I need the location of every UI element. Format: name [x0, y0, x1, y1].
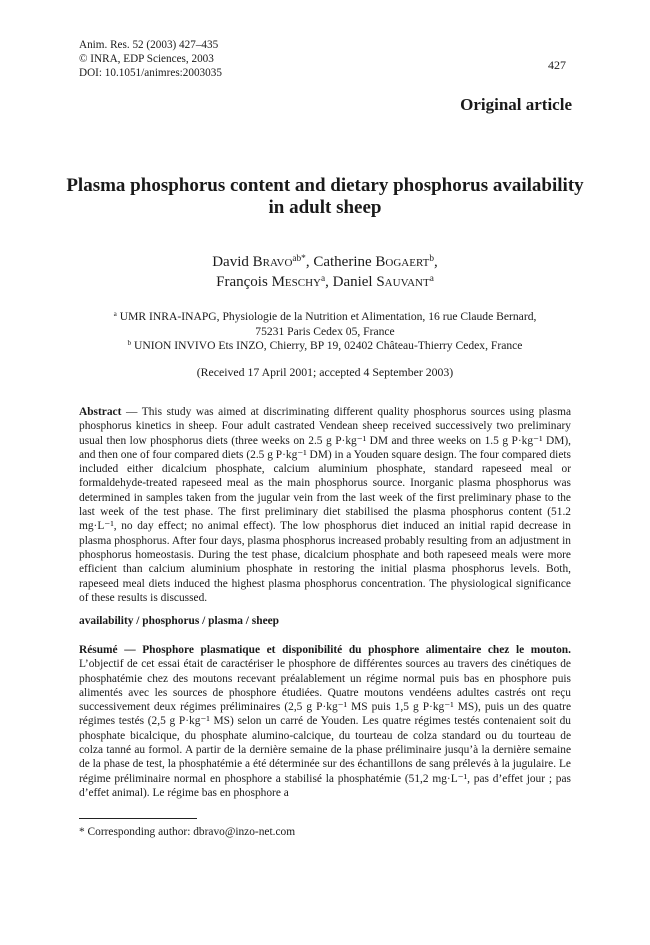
paper-title: Plasma phosphorus content and dietary phosphorus availability in adult sheep [66, 175, 584, 218]
received-dates: (Received 17 April 2001; accepted 4 September 2003) [196, 365, 454, 379]
author-last-name: Bogaert [375, 254, 430, 270]
author-first-name: François [216, 274, 272, 290]
affiliation-mark: a [113, 310, 117, 319]
author-last-name: Meschy [271, 274, 321, 290]
author-first-name: Daniel [332, 274, 377, 290]
author-affiliation-mark: b [429, 253, 435, 264]
affiliation-a [60, 310, 590, 325]
author-line-1 [60, 252, 590, 272]
author-affiliation-mark: a [320, 273, 326, 284]
footnote-divider [79, 818, 197, 819]
resume-label: Résumé — Phosphore plasmatique et disponibilité du phosphore alimentaire chez le mouton. [79, 644, 571, 656]
affiliation-b-line: UNION INVIVO Ets INZO, Chierry, BP 19, 02402 Château-Thierry Cedex, France [131, 339, 523, 352]
abstract-label: Abstract [79, 406, 122, 418]
corresponding-author-footnote: * Corresponding author: dbravo@inzo-net.com [79, 826, 296, 838]
author-last-name: Bravo [252, 254, 293, 270]
author-separator: , [434, 254, 438, 270]
author-first-name: Catherine [313, 254, 376, 270]
article-type: Original article [460, 95, 572, 114]
journal-citation: Anim. Res. 52 (2003) 427–435 [79, 39, 219, 51]
author-affiliation-mark: ab* [292, 253, 306, 264]
author-last-name: Sauvant [376, 274, 430, 290]
page-number: 427 [548, 58, 566, 72]
keywords: availability / phosphorus / plasma / sheep [79, 615, 280, 627]
resume-text: L’objectif de cet essai était de caractériser le phosphore de différentes sources au travers des cinétiques de phosphatémie chez des moutons recevant préalablement un régime normal puis bas en phosphore puis alimentés avec les sources de phosphore étudiées. Quatre moutons vendéens adultes castrés ont reçu successivement deux régimes préliminaires (2,5 g P·kg⁻¹ MS puis 1,5 g P·kg⁻¹ MS), puis un des quatre régimes testés (2,5 g P·kg⁻¹ MS) selon un carré de Youden. Les quatre régimes testés contenaient soit du phosphate bicalcique, du phosphate alumino-calcique, du tourteau de colza standard ou du tourteau de colza tanné au formol. A partir de la dernière semaine de la phase préliminaire jusqu’à la dernière semaine de la phase de test, la phosphatémie a été déterminée sur des échantillons de sang prélevés à la jugulaire. Le régime préliminaire normal en phosphore a stabilisé la phosphatémie (51,2 mg·L⁻¹, pas d’effet jour ; pas d’effet animal). Le régime bas en phosphore a [79, 658, 571, 799]
affiliation-a-line-2: 75231 Paris Cedex 05, France [255, 324, 395, 338]
author-list [60, 252, 590, 292]
resume [79, 643, 571, 800]
author-line-2 [60, 272, 590, 292]
affiliation-a-line-1: UMR INRA-INAPG, Physiologie de la Nutrition et Alimentation, 16 rue Claude Bernard, [116, 310, 537, 323]
journal-doi: DOI: 10.1051/animres:2003035 [79, 67, 222, 79]
author-first-name: David [212, 254, 253, 270]
affiliation-mark: b [127, 339, 132, 348]
abstract [79, 405, 571, 605]
abstract-text: — This study was aimed at discriminating different quality phosphorus sources using plasma phosphorus kinetics in sheep. Four adult castrated Vendean sheep received successively two preliminary usual then low phosphorus diets (three weeks on 2.5 g P·kg⁻¹ DM and three weeks on 1.5 g P·kg⁻¹ DM), and then one of four compared diets (2.5 g P·kg⁻¹ DM) in a Youden square design. The four compared diets included either dicalcium phosphate, calcium aluminium phosphate, standard rapeseed meal or formaldehyde-treated rapeseed meal as the main phosphorus source. Inorganic plasma phosphorus was determined in samples taken from the jugular vein from the last week of the first preliminary phase to the last week of the test phase. The first preliminary diet stabilised the plasma phosphorus content (51.2 mg·L⁻¹, no day effect; no animal effect). The low phosphorus diet induced an initial rapid decrease in plasma phosphorus. After four days, plasma phosphorus increased probably resulting from an adjustment in phosphorus homeostasis. During the test phase, dicalcium phosphate and both rapeseed meals were more efficient than calcium aluminium phosphate in restoring the initial plasma phosphorus levels. Both, rapeseed meal diets induced the highest plasma phosphorus concentration. The physiological significance of these results is discussed. [79, 406, 571, 604]
affiliation-b [60, 339, 590, 354]
journal-info [79, 38, 222, 80]
author-separator: , [325, 274, 333, 290]
author-separator: , [305, 254, 314, 270]
author-affiliation-mark: a [429, 273, 434, 284]
journal-copyright: © INRA, EDP Sciences, 2003 [79, 53, 214, 65]
affiliations [60, 310, 590, 354]
